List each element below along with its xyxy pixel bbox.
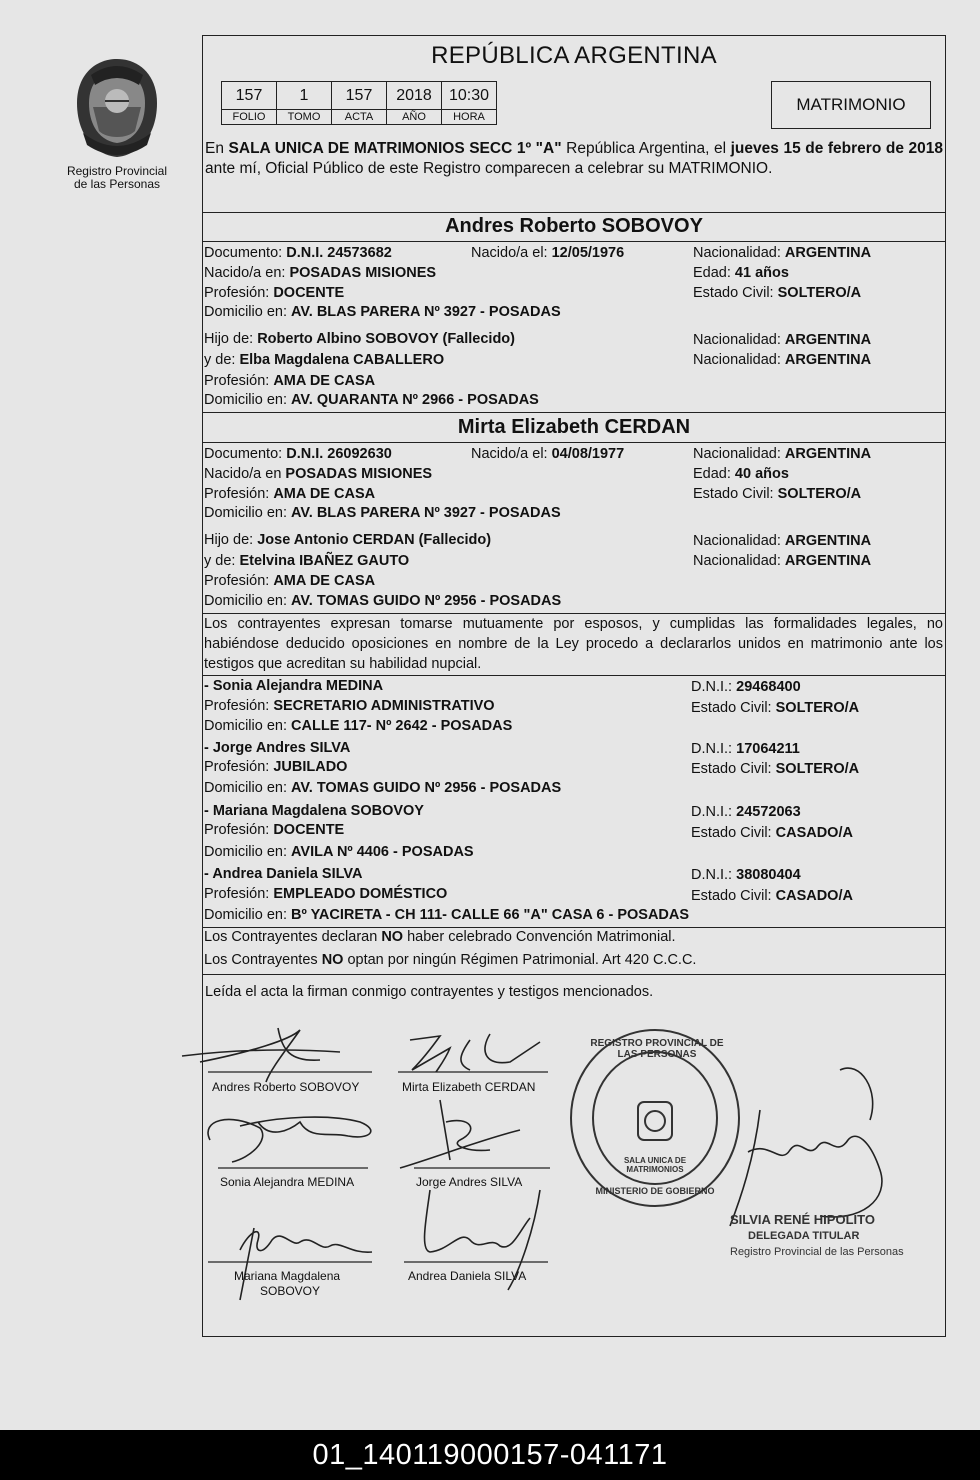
value: 38080404 xyxy=(736,867,801,883)
value: POSADAS MISIONES xyxy=(289,265,437,281)
spouse1-father xyxy=(204,331,515,347)
label: Nacionalidad: xyxy=(693,446,785,462)
witness2-civil-status xyxy=(691,761,859,777)
label: Documento: xyxy=(204,245,287,261)
witness1-profession xyxy=(204,698,495,714)
label: Profesión: xyxy=(204,486,274,502)
label: Edad: xyxy=(693,466,735,482)
witness4-civil-status xyxy=(691,888,853,904)
value: 24572063 xyxy=(736,804,801,820)
spouse1-nationality xyxy=(693,245,871,261)
witness3-civil-status xyxy=(691,825,853,841)
text: Los Contrayentes declaran xyxy=(204,929,382,945)
spouse2-mother-nationality xyxy=(693,553,871,569)
label: D.N.I.: xyxy=(691,804,737,820)
label: D.N.I.: xyxy=(691,679,737,695)
stamp-ring-text: REGISTRO PROVINCIAL DE LAS PERSONAS xyxy=(590,1038,724,1060)
value: D.N.I. 24573682 xyxy=(286,245,392,261)
spouse1-name: Andres Roberto SOBOVOY xyxy=(445,215,703,237)
value: 17064211 xyxy=(736,741,800,757)
witness3-address xyxy=(204,844,474,860)
value: AVILA Nº 4406 - POSADAS xyxy=(291,844,474,860)
label: Estado Civil: xyxy=(691,761,776,777)
label: y de: xyxy=(204,553,240,569)
intro-paragraph xyxy=(205,139,943,179)
value: DOCENTE xyxy=(273,822,345,838)
value: SOLTERO/A xyxy=(777,285,862,301)
divider xyxy=(203,412,945,413)
spouse1-age xyxy=(693,265,789,281)
label: Nacido/a en: xyxy=(204,265,290,281)
value: - Sonia Alejandra MEDINA xyxy=(204,678,384,694)
text: Los Contrayentes xyxy=(204,952,322,968)
value: - Jorge Andres SILVA xyxy=(204,740,351,756)
spouse1-document xyxy=(204,245,392,261)
value: 40 años xyxy=(734,466,789,482)
spouse1-birthplace xyxy=(204,265,436,281)
sig-caption-spouse1: Andres Roberto SOBOVOY xyxy=(212,1080,360,1094)
value: ARGENTINA xyxy=(784,446,872,462)
value: POSADAS MISIONES xyxy=(285,466,433,482)
seal-caption-line2: de las Personas xyxy=(73,177,161,191)
label: Edad: xyxy=(693,265,735,281)
value: Jose Antonio CERDAN (Fallecido) xyxy=(257,532,492,548)
label: Domicilio en: xyxy=(204,718,292,734)
value: Etelvina IBAÑEZ GAUTO xyxy=(239,553,410,569)
value: SOLTERO/A xyxy=(775,761,860,777)
sig-caption-witness4: Andrea Daniela SILVA xyxy=(408,1269,527,1283)
closing-statement: Leída el acta la firman conmigo contrayentes y testigos mencionados. xyxy=(205,984,654,1000)
intro-office: SALA UNICA DE MATRIMONIOS SECC 1º "A" xyxy=(228,140,562,157)
witness4-name xyxy=(204,866,362,882)
divider xyxy=(203,675,945,676)
label: Profesión: xyxy=(204,698,274,714)
spouse2-birthdate xyxy=(471,446,624,462)
label: Domicilio en: xyxy=(204,844,292,860)
value: JUBILADO xyxy=(273,759,348,775)
spouse2-father xyxy=(204,532,491,548)
label: Hijo de: xyxy=(204,532,258,548)
witness1-address xyxy=(204,718,512,734)
divider xyxy=(203,241,945,242)
spouse2-nationality xyxy=(693,446,871,462)
sig-caption-witness2: Jorge Andres SILVA xyxy=(416,1175,523,1189)
label: Domicilio en: xyxy=(204,392,292,408)
registry-logo xyxy=(58,55,176,191)
value: Bº YACIRETA - CH 111- CALLE 66 "A" CASA 6 - POSADAS xyxy=(291,907,690,923)
label: Nacionalidad: xyxy=(693,332,785,348)
witness2-dni xyxy=(691,741,800,757)
tomo-label: TOMO xyxy=(277,110,332,125)
tomo-value: 1 xyxy=(277,82,332,110)
label: Domicilio en: xyxy=(204,907,292,923)
value: AV. QUARANTA Nº 2966 - POSADAS xyxy=(291,392,539,408)
spouse2-father-nationality xyxy=(693,533,871,549)
witness3-dni xyxy=(691,804,801,820)
label: Nacionalidad: xyxy=(693,553,785,569)
seal-caption-line1: Registro Provincial xyxy=(66,164,168,178)
value: CASADO/A xyxy=(775,888,853,904)
witness4-address xyxy=(204,907,689,923)
text: NO xyxy=(321,952,344,968)
folio-value: 157 xyxy=(222,82,277,110)
acta-value: 157 xyxy=(332,82,387,110)
intro-date: jueves 15 de febrero de 2018 xyxy=(730,140,943,157)
text: haber celebrado Convención Matrimonial. xyxy=(403,929,676,945)
intro-text-1: En xyxy=(205,140,229,157)
spouse2-profession xyxy=(204,486,375,502)
stamp-inner-text: SALA UNICA DE MATRIMONIOS xyxy=(623,1156,687,1174)
label: Domicilio en: xyxy=(204,593,292,609)
value: Roberto Albino SOBOVOY (Fallecido) xyxy=(257,331,515,347)
value: AV. TOMAS GUIDO Nº 2956 - POSADAS xyxy=(291,780,562,796)
value: - Mariana Magdalena SOBOVOY xyxy=(204,803,424,819)
spouse2-name: Mirta Elizabeth CERDAN xyxy=(457,416,691,438)
witness1-dni xyxy=(691,679,801,695)
spouse2-address xyxy=(204,505,561,521)
value: AV. TOMAS GUIDO Nº 2956 - POSADAS xyxy=(291,593,562,609)
label: Profesión: xyxy=(204,759,274,775)
label: Nacido/a el: xyxy=(471,245,552,261)
witness2-name xyxy=(204,740,350,756)
label: Profesión: xyxy=(204,285,274,301)
document-title: REPÚBLICA ARGENTINA xyxy=(431,42,717,69)
value: Elba Magdalena CABALLERO xyxy=(239,352,445,368)
year-label: AÑO xyxy=(387,110,442,125)
label: Nacionalidad: xyxy=(693,352,785,368)
value: AMA DE CASA xyxy=(273,373,376,389)
label: Profesión: xyxy=(204,373,274,389)
footer-code: 01_140119000157-041171 xyxy=(0,1430,980,1480)
spouse2-document xyxy=(204,446,392,462)
witness4-dni xyxy=(691,867,801,883)
value: 12/05/1976 xyxy=(551,245,625,261)
declaration-paragraph: Los contrayentes expresan tomarse mutuamente por esposos, y cumplidas las formalidades legales, no habiéndose deducido oposiciones en nombre de la Ley procedo a declararlos unidos en matrimonio ante los testigos que acreditan su habilidad nupcial. xyxy=(204,616,943,672)
sig-caption-witness1: Sonia Alejandra MEDINA xyxy=(220,1175,355,1189)
spouse1-birthdate xyxy=(471,245,624,261)
label: D.N.I.: xyxy=(691,741,737,757)
sig-caption-spouse2: Mirta Elizabeth CERDAN xyxy=(402,1080,536,1094)
label: Estado Civil: xyxy=(691,825,776,841)
spouse1-parent-address xyxy=(204,392,539,408)
witness4-profession xyxy=(204,886,447,902)
witness3-profession xyxy=(204,822,344,838)
value: SECRETARIO ADMINISTRATIVO xyxy=(273,698,495,714)
label: D.N.I.: xyxy=(691,867,737,883)
divider xyxy=(203,212,945,213)
divider xyxy=(203,927,945,928)
acta-label: ACTA xyxy=(332,110,387,125)
provincial-seal-icon xyxy=(69,55,165,161)
officer-office: Registro Provincial de las Personas xyxy=(730,1246,904,1258)
value: D.N.I. 26092630 xyxy=(286,446,392,462)
officer-role: DELEGADA TITULAR xyxy=(748,1230,860,1242)
hour-value: 10:30 xyxy=(442,82,497,110)
intro-text-2: República Argentina, el xyxy=(561,140,731,157)
label: Nacido/a en xyxy=(204,466,286,482)
value: SOLTERO/A xyxy=(777,486,862,502)
value: SOLTERO/A xyxy=(775,700,860,716)
label: Nacionalidad: xyxy=(693,245,785,261)
value: EMPLEADO DOMÉSTICO xyxy=(273,886,448,902)
year-value: 2018 xyxy=(387,82,442,110)
text: optan por ningún Régimen Patrimonial. Art 420 C.C.C. xyxy=(343,952,697,968)
value: AV. BLAS PARERA Nº 3927 - POSADAS xyxy=(291,304,561,320)
intro-text-3: ante mí, Oficial Público de este Registro comparecen a celebrar su MATRIMONIO. xyxy=(205,160,773,177)
label: Domicilio en: xyxy=(204,505,292,521)
label: Nacido/a el: xyxy=(471,446,552,462)
sig-caption-witness3: Mariana Magdalena xyxy=(234,1269,341,1283)
registry-table xyxy=(221,81,497,125)
spouse1-address xyxy=(204,304,561,320)
label: Profesión: xyxy=(204,573,274,589)
value: 04/08/1977 xyxy=(551,446,625,462)
text: NO xyxy=(381,929,404,945)
value: ARGENTINA xyxy=(784,352,872,368)
value: AV. BLAS PARERA Nº 3927 - POSADAS xyxy=(291,505,561,521)
value: DOCENTE xyxy=(273,285,345,301)
value: ARGENTINA xyxy=(784,332,872,348)
spouse1-mother-nationality xyxy=(693,352,871,368)
witness2-profession xyxy=(204,759,347,775)
spouse1-civil-status xyxy=(693,285,861,301)
divider xyxy=(203,974,945,975)
value: 41 años xyxy=(734,265,789,281)
label: Profesión: xyxy=(204,822,274,838)
label: Hijo de: xyxy=(204,331,258,347)
officer-name: SILVIA RENÉ HIPOLITO xyxy=(730,1212,875,1227)
label: Estado Civil: xyxy=(693,486,778,502)
value: CASADO/A xyxy=(775,825,853,841)
witness1-name xyxy=(204,678,383,694)
label: Domicilio en: xyxy=(204,304,292,320)
spouse2-parent-address xyxy=(204,593,561,609)
value: 29468400 xyxy=(736,679,801,695)
label: Estado Civil: xyxy=(691,888,776,904)
folio-label: FOLIO xyxy=(222,110,277,125)
spouse2-mother xyxy=(204,553,409,569)
sig-caption-witness3-surname: SOBOVOY xyxy=(260,1284,321,1298)
value: AMA DE CASA xyxy=(273,486,376,502)
spouse1-profession xyxy=(204,285,344,301)
spouse1-mother xyxy=(204,352,444,368)
label: Documento: xyxy=(204,446,287,462)
value: ARGENTINA xyxy=(784,553,872,569)
divider xyxy=(203,442,945,443)
label: y de: xyxy=(204,352,240,368)
label: Profesión: xyxy=(204,886,274,902)
label: Nacionalidad: xyxy=(693,533,785,549)
spouse1-father-nationality xyxy=(693,332,871,348)
hour-label: HORA xyxy=(442,110,497,125)
value: CALLE 117- Nº 2642 - POSADAS xyxy=(291,718,513,734)
value: ARGENTINA xyxy=(784,245,872,261)
value: AMA DE CASA xyxy=(273,573,376,589)
witness1-civil-status xyxy=(691,700,859,716)
label: Estado Civil: xyxy=(691,700,776,716)
stamp-bottom-text: MINISTERIO DE GOBIERNO xyxy=(595,1186,715,1196)
spouse2-parent-profession xyxy=(204,573,375,589)
witness2-address xyxy=(204,780,561,796)
label: Domicilio en: xyxy=(204,780,292,796)
regime-statement xyxy=(204,952,696,968)
value: ARGENTINA xyxy=(784,533,872,549)
spouse2-civil-status xyxy=(693,486,861,502)
label: Estado Civil: xyxy=(693,285,778,301)
signatures-area xyxy=(0,990,980,1330)
convention-statement xyxy=(204,929,676,945)
spouse2-age xyxy=(693,466,789,482)
spouse1-parent-profession xyxy=(204,373,375,389)
act-type-box: MATRIMONIO xyxy=(771,81,931,129)
witness3-name xyxy=(204,803,424,819)
value: - Andrea Daniela SILVA xyxy=(204,866,363,882)
spouse2-birthplace xyxy=(204,466,432,482)
